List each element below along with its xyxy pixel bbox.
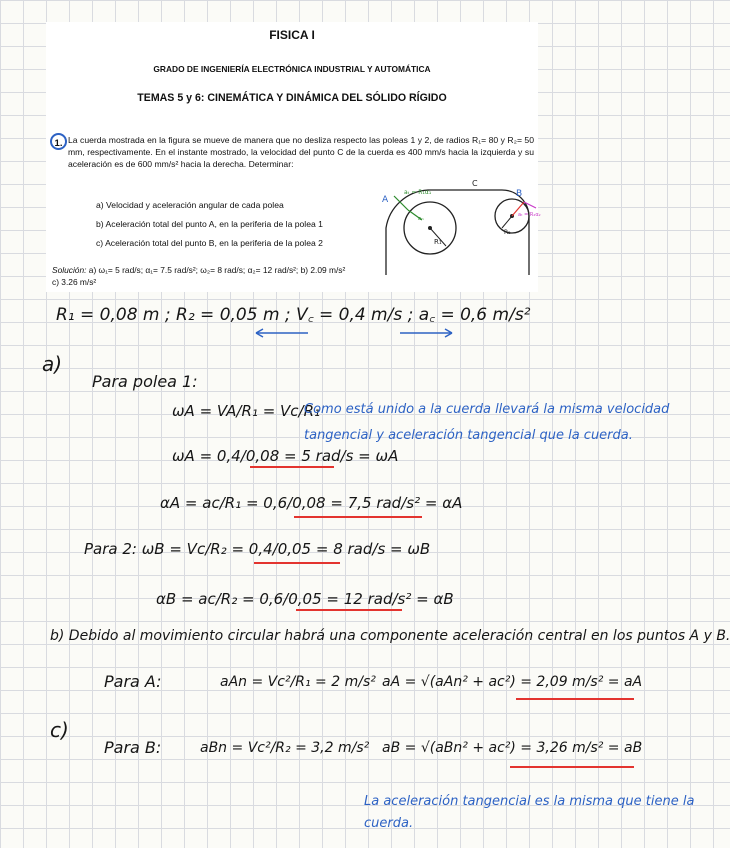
label-at2: aₜ = R₂α₂ <box>518 212 541 218</box>
para-2-omega-b: Para 2: ωB = Vc/R₂ = 0,4/0,05 = 8 rad/s = ωB <box>84 540 431 558</box>
problem-item-a: a) Velocidad y aceleración angular de cada polea <box>96 200 284 210</box>
red-underline <box>250 466 334 468</box>
red-underline <box>296 609 402 611</box>
a-bn-equation: aBn = Vc²/R₂ = 3,2 m/s² <box>200 740 370 756</box>
course-title: FISICA I <box>269 28 315 42</box>
note-2-line-2: cuerda. <box>364 816 414 831</box>
part-a-label: a) <box>42 352 63 376</box>
a-a-equation: aA = √(aAn² + ac²) = 2,09 m/s² = aA <box>382 674 643 690</box>
givens-line: R₁ = 0,08 m ; R₂ = 0,05 m ; V꜀ = 0,4 m/s ; a꜀ = 0,6 m/s² <box>56 305 531 325</box>
red-underline <box>510 766 634 768</box>
pulley-diagram <box>364 180 540 280</box>
alpha-b-equation: αB = ac/R₂ = 0,6/0,05 = 12 rad/s² = αB <box>156 590 454 608</box>
part-b-text: b) Debido al movimiento circular habrá una componente aceleración central en los puntos A y B. <box>50 628 730 644</box>
label-an: aₙ <box>418 216 424 222</box>
label-R2: R₂ <box>504 229 511 236</box>
note-1-line-1: Como está unido a la cuerda llevará la misma velocidad <box>304 402 670 417</box>
left-arrow-icon <box>252 326 312 340</box>
red-underline <box>516 698 634 700</box>
note-2-line-1: La aceleración tangencial es la misma que tiene la <box>364 794 695 809</box>
alpha-a-equation: αA = ac/R₁ = 0,6/0,08 = 7,5 rad/s² = αA <box>160 494 463 512</box>
a-an-equation: aAn = Vc²/R₁ = 2 m/s² <box>220 674 376 690</box>
label-B: B <box>516 189 523 199</box>
label-at1: aₜ = R₁α₁ <box>404 189 432 196</box>
problem-item-b: b) Aceleración total del punto A, en la periferia de la polea 1 <box>96 219 323 229</box>
label-C: C <box>472 179 478 188</box>
solution-text: a) ω₁= 5 rad/s; α₁= 7.5 rad/s²; ω₂= 8 rad/s; α₂= 12 rad/s²; b) 2.09 m/s² c) 3.26 m/s² <box>52 265 346 287</box>
topic-title: TEMAS 5 y 6: CINEMÁTICA Y DINÁMICA DEL SÓLIDO RÍGIDO <box>137 92 447 104</box>
part-c-label: c) <box>50 718 69 742</box>
solution-label: Solución: <box>52 265 87 275</box>
para-a-label: Para A: <box>104 672 162 691</box>
red-underline <box>254 562 340 564</box>
problem-statement: La cuerda mostrada en la figura se mueve de manera que no desliza respecto las poleas 1 y 2, de radios R₁= 80 y R₂= 50 mm, respectivamente. En el instante mostrado, la velocidad del punto C de la cuerda es 400 mm/s hacia la izquierda y su aceleración es de 600 mm/s² hacia la derecha. Determinar: <box>68 135 534 170</box>
problem-number-badge: 1. <box>50 133 67 150</box>
omega-a-value: ωA = 0,4/0,08 = 5 rad/s = ωA <box>172 447 399 465</box>
label-A: A <box>382 195 389 205</box>
note-1-line-2: tangencial y aceleración tangencial que la cuerda. <box>304 428 633 443</box>
omega-a-equation: ωA = VA/R₁ = Vc/R₁ <box>172 402 321 420</box>
right-arrow-icon <box>396 326 456 340</box>
problem-item-c: c) Aceleración total del punto B, en la periferia de la polea 2 <box>96 238 323 248</box>
a-b-equation: aB = √(aBn² + ac²) = 3,26 m/s² = aB <box>382 740 643 756</box>
label-R1: R₁ <box>434 238 442 246</box>
para-b-label: Para B: <box>104 738 162 757</box>
red-underline <box>294 516 422 518</box>
solution-line <box>52 264 352 288</box>
degree-title: GRADO DE INGENIERÍA ELECTRÓNICA INDUSTRIAL Y AUTOMÁTICA <box>153 64 431 74</box>
para-polea-1: Para polea 1: <box>92 372 198 391</box>
